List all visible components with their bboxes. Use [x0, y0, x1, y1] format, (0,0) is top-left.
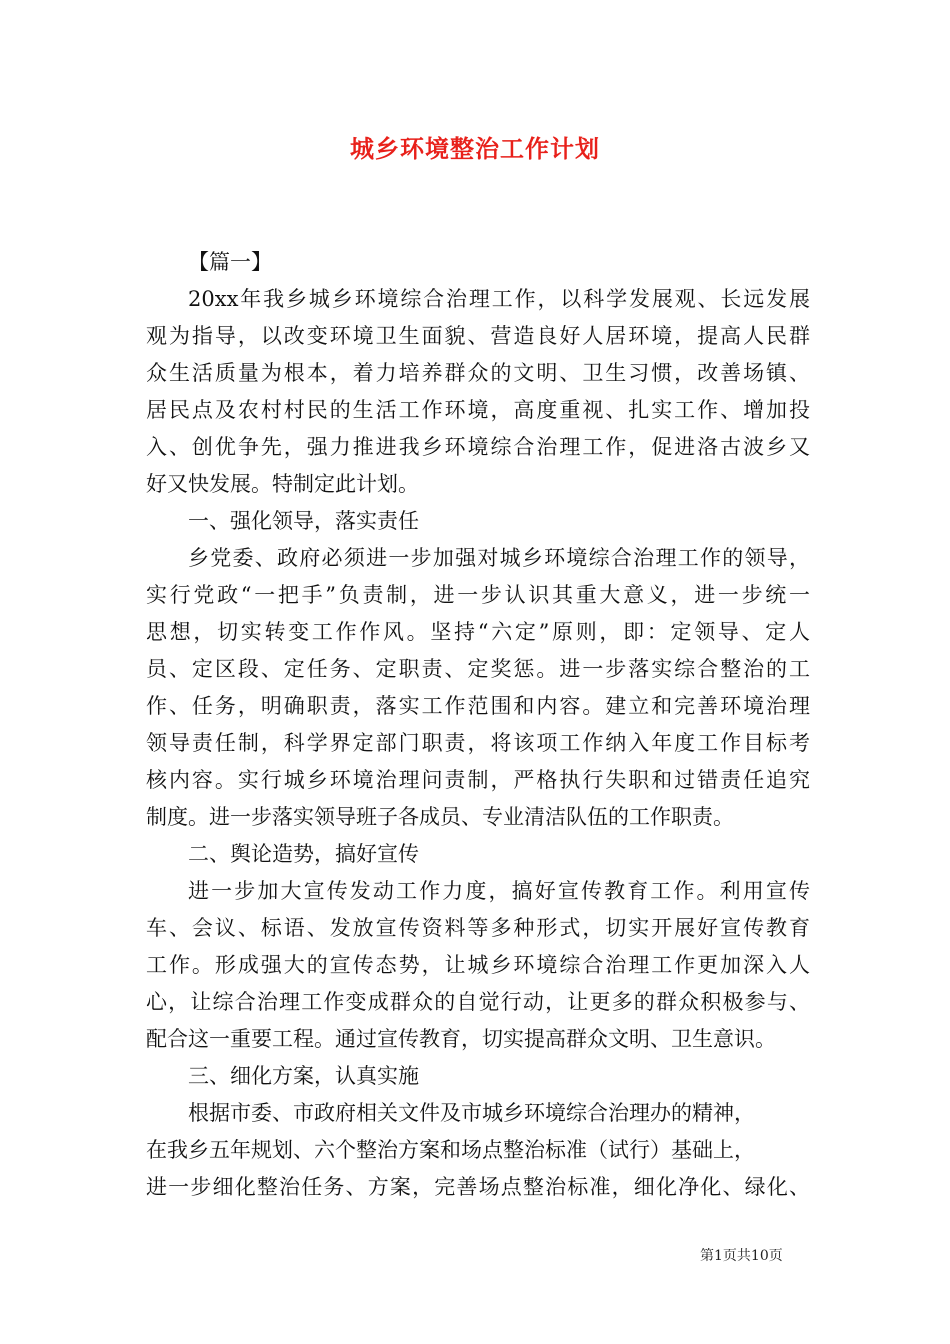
- paragraph-line: 入、创优争先，强力推进我乡环境综合治理工作，促进洛古波乡又: [146, 435, 810, 459]
- paragraph-line: 乡党委、政府必须进一步加强对城乡环境综合治理工作的领导，: [188, 546, 810, 570]
- paragraph-line: 众生活质量为根本，着力培养群众的文明、卫生习惯，改善场镇、: [146, 361, 810, 385]
- paragraph-line: 根据市委、市政府相关文件及市城乡环境综合治理办的精神，: [188, 1101, 755, 1125]
- section-heading: 一、强化领导，落实责任: [188, 509, 419, 533]
- document-title: 城乡环境整治工作计划: [350, 134, 600, 163]
- paragraph-line: 车、会议、标语、发放宣传资料等多种形式，切实开展好宣传教育: [146, 916, 810, 940]
- paragraph-line: 核内容。实行城乡环境治理问责制，严格执行失职和过错责任追究: [146, 768, 810, 792]
- paragraph-line: 心，让综合治理工作变成群众的自觉行动，让更多的群众积极参与、: [146, 990, 810, 1014]
- paragraph-line: 作、任务，明确职责，落实工作范围和内容。建立和完善环境治理: [146, 694, 810, 718]
- paragraph-line: 20xx年我乡城乡环境综合治理工作，以科学发展观、长远发展: [188, 287, 810, 311]
- paragraph-line: 观为指导，以改变环境卫生面貌、营造良好人居环境，提高人民群: [146, 324, 810, 348]
- paragraph-line: 配合这一重要工程。通过宣传教育，切实提高群众文明、卫生意识。: [146, 1027, 776, 1051]
- paragraph-line: 工作。形成强大的宣传态势，让城乡环境综合治理工作更加深入人: [146, 953, 810, 977]
- section-heading: 二、舆论造势，搞好宣传: [188, 842, 419, 866]
- document-body: [146, 244, 810, 1206]
- section-label: 【篇一】: [188, 250, 272, 274]
- paragraph-line: 在我乡五年规划、六个整治方案和场点整治标准（试行）基础上，: [146, 1138, 755, 1162]
- paragraph-line: 进一步细化整治任务、方案，完善场点整治标准，细化净化、绿化、: [146, 1175, 810, 1199]
- paragraph-line: 实行党政“一把手”负责制，进一步认识其重大意义，进一步统一: [146, 583, 810, 607]
- paragraph-line: 好又快发展。特制定此计划。: [146, 472, 419, 496]
- paragraph-line: 员、定区段、定任务、定职责、定奖惩。进一步落实综合整治的工: [146, 657, 810, 681]
- paragraph-line: 居民点及农村村民的生活工作环境，高度重视、扎实工作、增加投: [146, 398, 810, 422]
- section-heading: 三、细化方案，认真实施: [188, 1064, 419, 1088]
- paragraph-line: 思想，切实转变工作作风。坚持“六定”原则，即：定领导、定人: [146, 620, 810, 644]
- paragraph-line: 制度。进一步落实领导班子各成员、专业清洁队伍的工作职责。: [146, 805, 734, 829]
- page-number: 第1页共10页: [700, 1248, 783, 1264]
- paragraph-line: 领导责任制，科学界定部门职责，将该项工作纳入年度工作目标考: [146, 731, 810, 755]
- paragraph-line: 进一步加大宣传发动工作力度，搞好宣传教育工作。利用宣传: [188, 879, 810, 903]
